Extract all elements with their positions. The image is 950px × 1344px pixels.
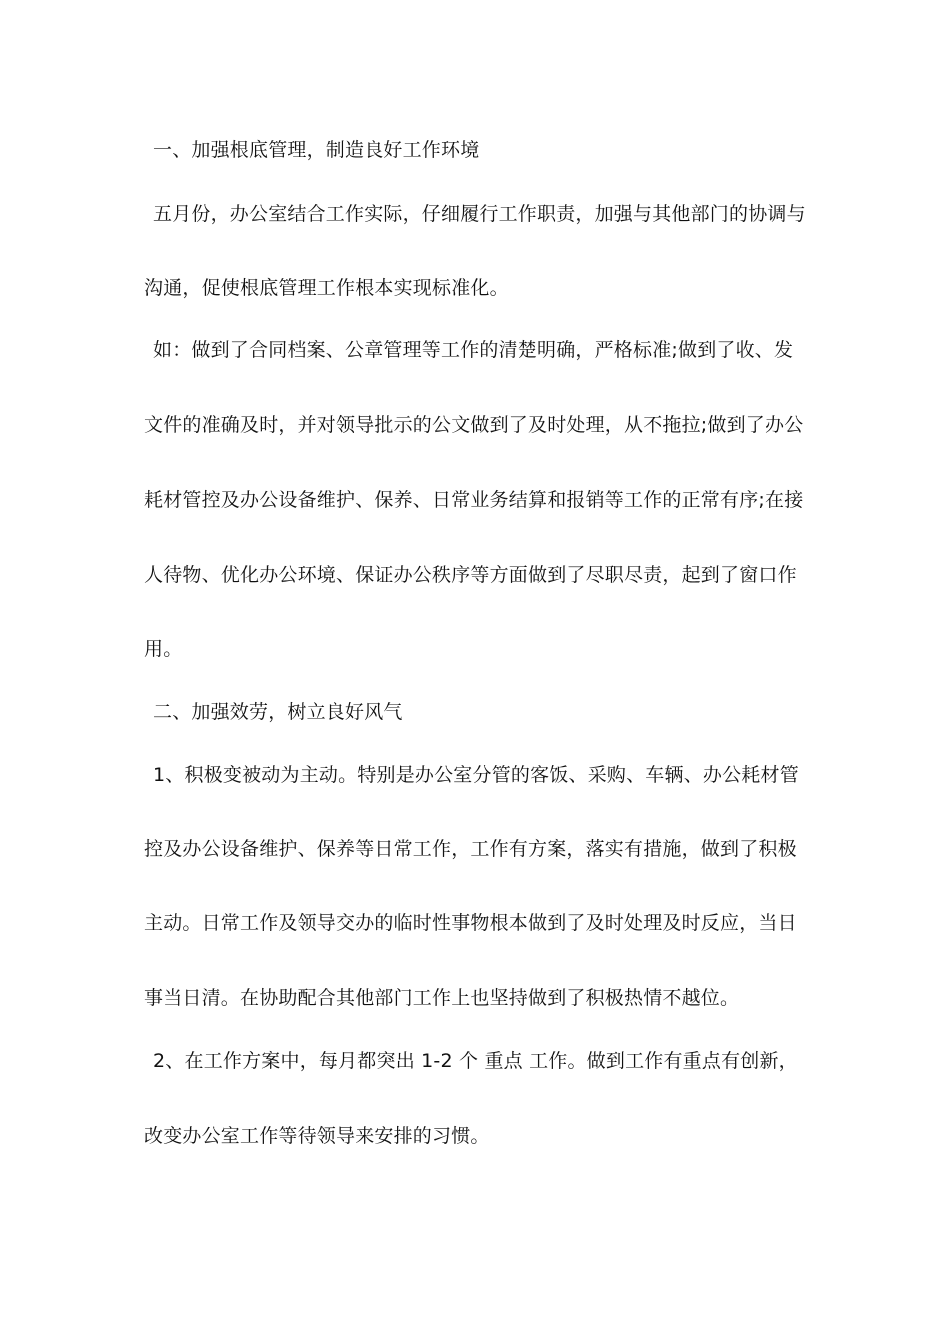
paragraph-line: 控及办公设备维护、保养等日常工作，工作有方案，落实有措施，做到了积极 [144, 838, 797, 860]
paragraph-line: 事当日清。在协助配合其他部门工作上也坚持做到了积极热情不越位。 [144, 987, 740, 1009]
section-heading-2: 二、加强效劳，树立良好风气 [153, 701, 403, 723]
paragraph-line: 五月份，办公室结合工作实际，仔细履行工作职责，加强与其他部门的协调与 [153, 203, 806, 225]
paragraph-line: 用。 [144, 638, 183, 660]
paragraph-line: 1、积极变被动为主动。特别是办公室分管的客饭、采购、车辆、办公耗材管 [153, 764, 799, 786]
paragraph-line: 耗材管控及办公设备维护、保养、日常业务结算和报销等工作的正常有序;在接 [144, 489, 804, 511]
section-heading-1: 一、加强根底管理，制造良好工作环境 [153, 139, 480, 161]
paragraph-line: 如：做到了合同档案、公章管理等工作的清楚明确，严格标准;做到了收、发 [153, 339, 794, 361]
paragraph-line: 沟通，促使根底管理工作根本实现标准化。 [144, 277, 509, 299]
paragraph-line: 主动。日常工作及领导交办的临时性事物根本做到了及时处理及时反应，当日 [144, 912, 797, 934]
paragraph-line: 人待物、优化办公环境、保证办公秩序等方面做到了尽职尽责，起到了窗口作 [144, 564, 797, 586]
paragraph-line: 文件的准确及时，并对领导批示的公文做到了及时处理，从不拖拉;做到了办公 [144, 414, 804, 436]
paragraph-line: 改变办公室工作等待领导来安排的习惯。 [144, 1125, 490, 1147]
paragraph-line: 2、在工作方案中，每月都突出 1-2 个 重点 工作。做到工作有重点有创新， [153, 1050, 798, 1072]
